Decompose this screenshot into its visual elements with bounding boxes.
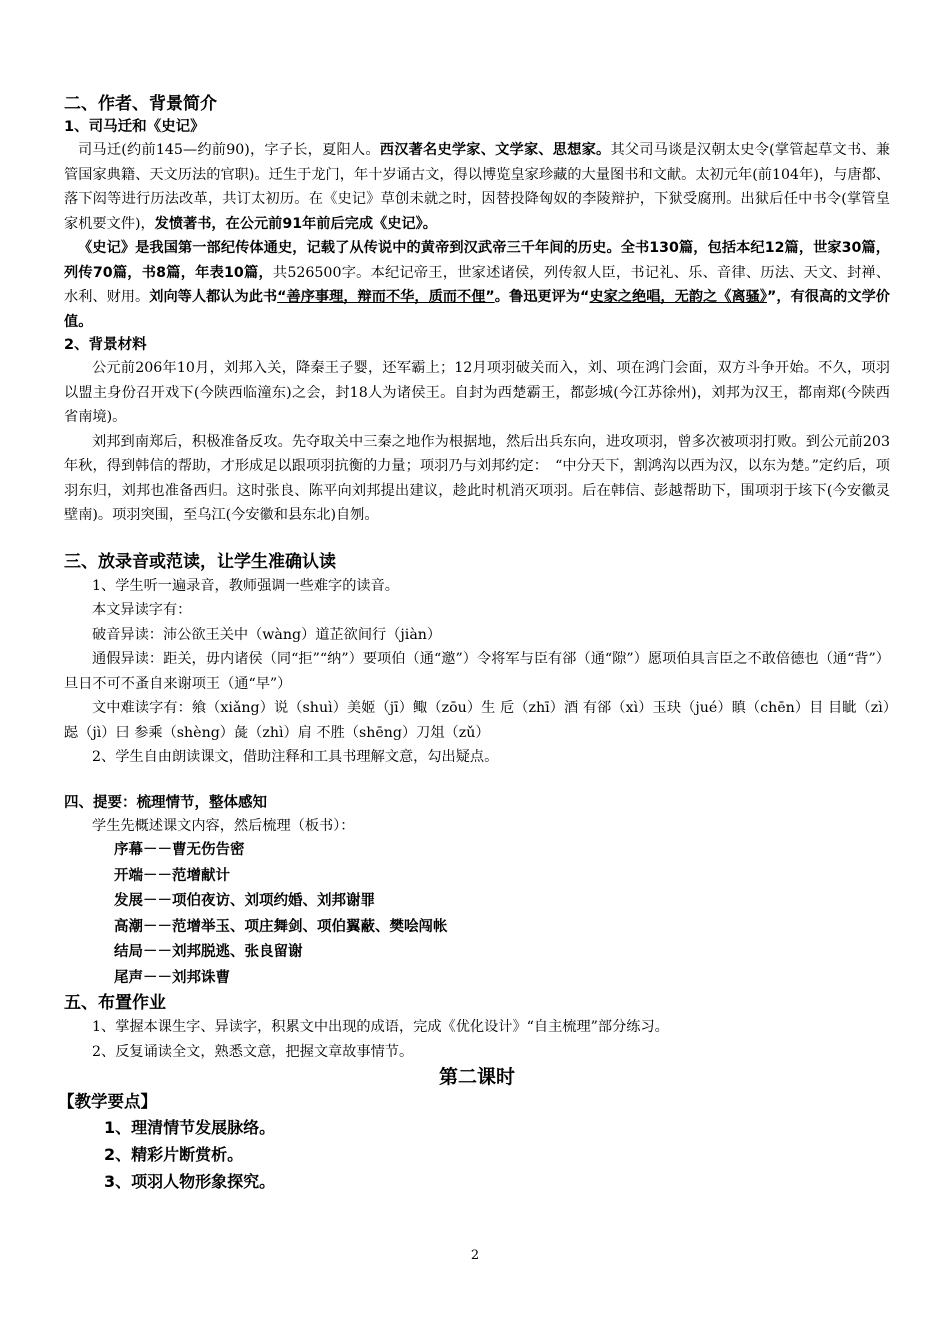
section-3-title: 三、放录音或范读，让学生准确认读 — [64, 551, 336, 572]
teaching-point: 3、项羽人物形象探究。 — [104, 1172, 276, 1191]
step-read-aloud: 2、学生自由朗读课文，借助注释和工具书理解文意，勾出疑点。 — [92, 749, 499, 765]
text-run: 其父司马谈是汉朝太史令(掌管起草文书、兼管国家典籍、天文历法的官职)。迁生于龙门，年十岁诵古文，得以博览皇家珍藏的大量图书和文献。太初元年(前104年)，与唐都、落下闳等进行历法改革，共订太初历。在《史记》草创未就之时，因替投降匈奴的李陵辩护，下狱受腐刑。出狱后任中书令(掌管皇家机要文件)， — [64, 142, 890, 232]
quote-underlined: “善序事理，辩而不华，质而不俚” — [277, 289, 495, 305]
section-2-title: 二、作者、背景简介 — [64, 94, 217, 114]
spacer — [64, 770, 890, 792]
text-run: 共526500字。本纪记帝王，世家述诸侯，列传叙人臣，书记礼、乐、音律、历法、天文、封禅、水利、财用。 — [64, 264, 891, 305]
paragraph-sima-qian — [64, 138, 890, 236]
plot-item: 发展－－项伯夜访、刘项约婚、刘邦谢罪 — [114, 893, 375, 909]
lesson-2-title: 第二课时 — [438, 1066, 515, 1088]
homework-item: 1、掌握本课生字、异读字，积累文中出现的成语，完成《优化设计》“自主梳理”部分练习。 — [92, 1019, 669, 1035]
difficult-characters: 文中难读字有：飨（xiǎng）说（shuì）美姬（jī）鲰（zōu）生 卮（zhī）酒 有郤（xì）玉玦（jué）瞋（chēn）目 目眦（zì）跽（jì）曰 参乘（shèng）彘（zhì）肩 不胜（shēng）刀俎（zǔ） — [64, 700, 890, 741]
document-page — [58, 92, 891, 1195]
text-run-bold: ”，有很高的文学价值。 — [64, 289, 890, 330]
plot-item: 尾声－－刘邦诛曹 — [114, 969, 230, 986]
paragraph-background-2: 刘邦到南郑后，积极准备反攻。先夺取关中三秦之地作为根据地，然后出兵东向，进攻项羽，曾多次被项羽打败。到公元前203年秋，得到韩信的帮助，才形成足以跟项羽抗衡的力量；项羽乃与刘邦约定： “中分天下，割鸿沟以西为汉，以东为楚。”定约后，项羽东归，刘邦也准备西归。这时张良、陈平向刘邦提出建议，趁此时机消灭项羽。后在韩信、彭越帮助下，围项羽于垓下(今安徽灵壁南)。项羽突围，至乌江(今安徽和县东北)自刎。 — [64, 433, 890, 523]
text-run-bold: 。鲁迅更评为“ — [494, 289, 590, 305]
paragraph-background-1: 公元前206年10月，刘邦入关，降秦王子婴，还军霸上；12月项羽破关而入，刘、项在鸿门会面，双方斗争开始。不久，项羽以盟主身份召开戏下(今陕西临潼东)之会，封18人为诸侯王。自封为西楚霸王，都彭城(今江苏徐州)，刘邦为汉王，都南郑(今陕西省南境)。 — [64, 360, 890, 425]
subsection-background: 2、背景材料 — [64, 337, 147, 353]
quote-underlined: 史家之绝唱，无韵之《离骚》 — [589, 289, 767, 305]
polyphonic-readings: 破音异读：沛公欲王关中（wàng）道芷欲间行（jiàn） — [92, 626, 442, 643]
plot-item: 结局－－刘邦脱逃、张良留谢 — [114, 944, 303, 960]
text-run-bold: 西汉著名史学家、文学家、思想家。 — [379, 142, 611, 158]
plot-intro: 学生先概述课文内容，然后梳理（板书）： — [92, 817, 355, 834]
paragraph-shiji — [64, 236, 890, 334]
subsection-sima-qian: 1、司马迁和《史记》 — [64, 119, 205, 135]
text-run-bold: 刘向等人都认为此书 — [149, 289, 278, 305]
page-number: 2 — [470, 1248, 480, 1263]
teaching-points-header: 【教学要点】 — [58, 1092, 157, 1111]
spacer — [64, 528, 890, 550]
variant-readings-label: 本文异读字有： — [92, 602, 192, 618]
loan-character-readings: 通假异读：距关，毋内诸侯（同“拒”“纳”）要项伯（通“邀”）令将军与臣有郤（通“隙”）愿项伯具言臣之不敢倍德也（通“背”）旦日不可不蚤自来谢项王（通“早”） — [64, 651, 890, 692]
text-run-bold: 《史记》是我国第一部纪传体通史，记载了从传说中的黄帝到汉武帝三千年间的历史。全书130篇，包括本纪12篇，世家30篇，列传70篇，书8篇，年表10篇， — [64, 240, 890, 281]
teaching-point: 1、理清情节发展脉络。 — [104, 1118, 276, 1137]
section-5-title: 五、布置作业 — [64, 993, 166, 1013]
plot-item: 序幕－－曹无伤告密 — [114, 842, 245, 858]
plot-item: 开端－－范增献计 — [114, 867, 230, 884]
section-4-title: 四、提要：梳理情节，整体感知 — [64, 794, 267, 811]
text-run-bold: 发愤著书，在公元前91年前后完成《史记》。 — [154, 215, 437, 232]
plot-item: 高潮－－范增举玉、项庄舞剑、项伯翼蔽、樊哙闯帐 — [114, 918, 448, 935]
step-listen: 1、学生听一遍录音，教师强调一些难字的读音。 — [92, 577, 399, 594]
homework-item: 2、反复诵读全文，熟悉文意，把握文章故事情节。 — [92, 1043, 414, 1060]
teaching-point: 2、精彩片断赏析。 — [104, 1145, 244, 1164]
text-run: 司马迁(约前145—约前90)，字子长，夏阳人。 — [78, 142, 380, 158]
